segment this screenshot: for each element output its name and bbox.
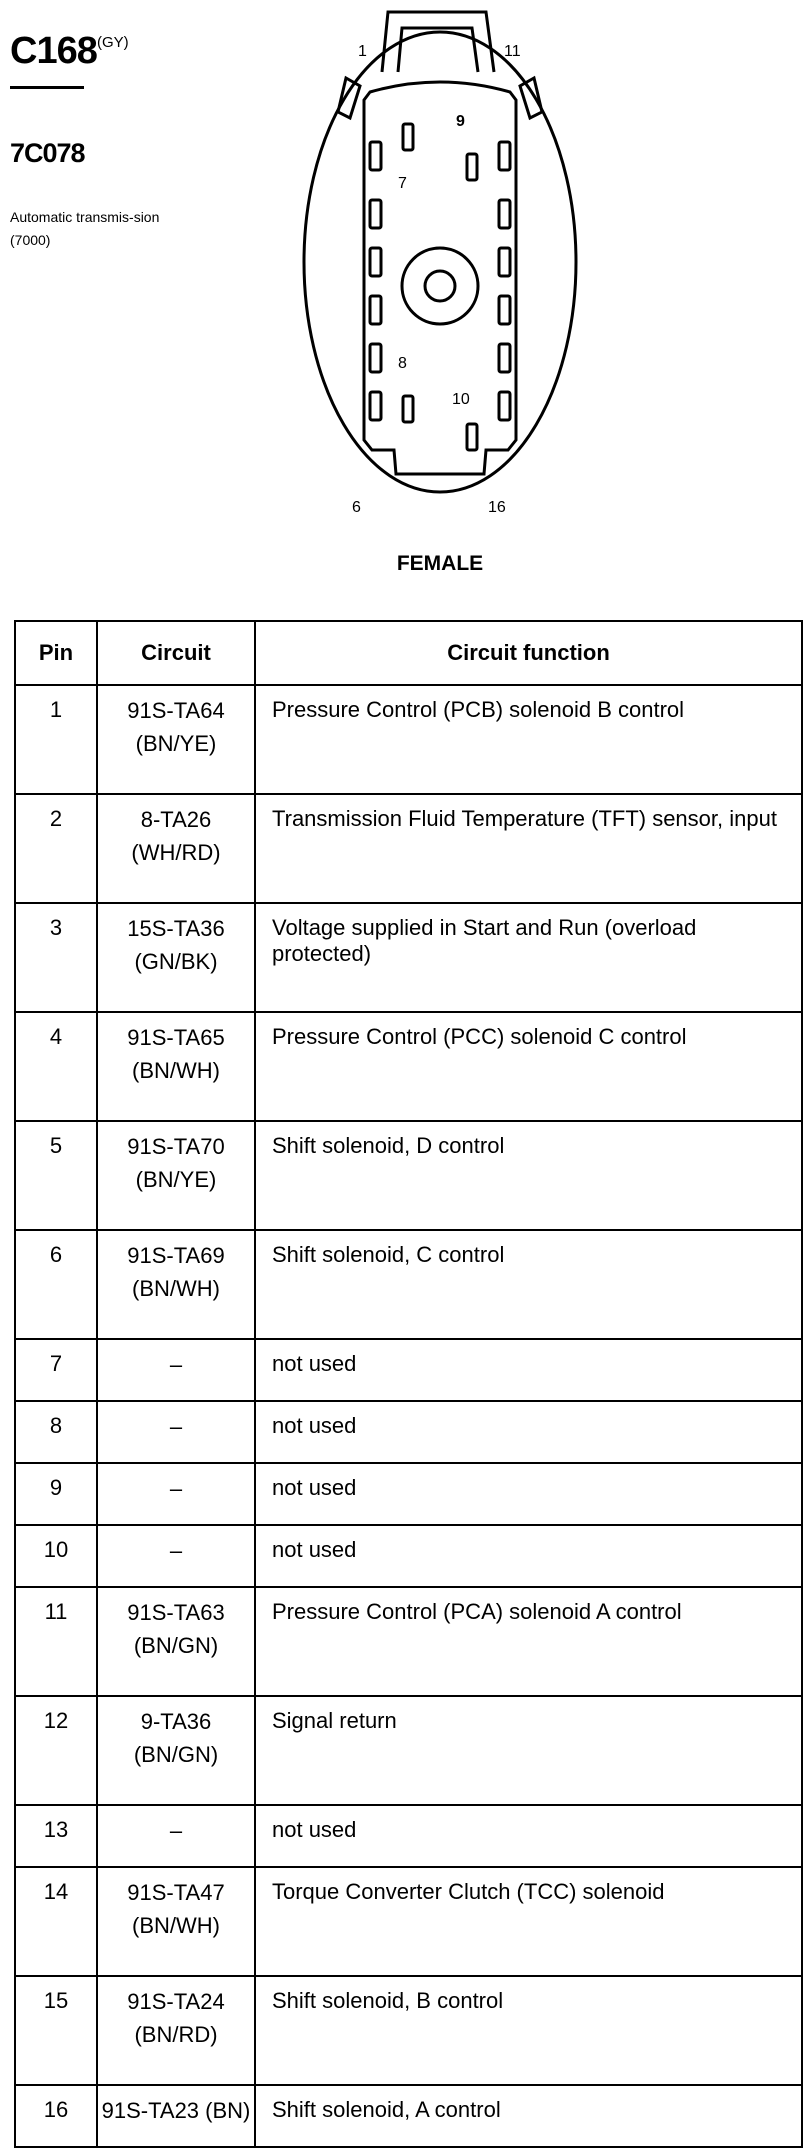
circuit-code: 91S-TA70 [127,1134,225,1159]
circuit-function: Voltage supplied in Start and Run (overload protected) [255,903,802,1012]
circuit-code: – [169,1414,183,1439]
pin-label-1: 1 [358,43,367,60]
circuit-function: Signal return [255,1696,802,1805]
circuit-wire-color: (BN/WH) [132,1058,220,1083]
header-circuit-function: Circuit function [255,621,802,685]
pin-number: 1 [15,685,97,794]
pin-number: 5 [15,1121,97,1230]
circuit-wire-color: (BN/GN) [133,1742,219,1767]
pin-number: 13 [15,1805,97,1867]
circuit-wire-color: (BN/YE) [135,1167,217,1192]
pin-label-10: 10 [452,391,470,408]
circuit-cell [97,1339,255,1401]
circuit-cell [97,685,255,794]
circuit-cell [97,1867,255,1976]
circuit-function: Shift solenoid, D control [255,1121,802,1230]
circuit-cell [97,1012,255,1121]
circuit-function: not used [255,1463,802,1525]
circuit-wire-color: (BN/YE) [135,731,217,756]
table-row [15,1867,802,1976]
circuit-wire-color: (BN/WH) [132,1276,220,1301]
pin-number: 8 [15,1401,97,1463]
circuit-code: 91S-TA23 (BN) [101,2098,251,2123]
circuit-function: Transmission Fluid Temperature (TFT) sensor, input [255,794,802,903]
pin-number: 2 [15,794,97,903]
circuit-cell [97,1976,255,2085]
connector-code: C168 [10,30,97,72]
circuit-cell [97,794,255,903]
circuit-cell [97,1230,255,1339]
circuit-function: not used [255,1525,802,1587]
circuit-cell [97,1121,255,1230]
pin-number: 6 [15,1230,97,1339]
circuit-cell [97,1805,255,1867]
pin-number: 15 [15,1976,97,2085]
header-pin: Pin [15,621,97,685]
center-hub [402,248,478,324]
table-row [15,1976,802,2085]
circuit-function: not used [255,1339,802,1401]
circuit-cell [97,1525,255,1587]
connector-description: Automatic transmis-sion (7000) [10,209,160,248]
part-number: 7C078 [10,138,85,168]
table-row [15,903,802,1012]
table-row [15,2085,802,2147]
pin-number: 4 [15,1012,97,1121]
connector-outline [304,32,576,492]
circuit-wire-color: (GN/BK) [134,949,218,974]
circuit-code: 91S-TA24 [127,1989,225,2014]
pin-label-9: 9 [456,113,465,130]
table-row [15,794,802,903]
circuit-cell [97,903,255,1012]
connector-housing [364,82,516,474]
table-row [15,1696,802,1805]
pin-number: 9 [15,1463,97,1525]
circuit-code: – [169,1476,183,1501]
circuit-function: not used [255,1805,802,1867]
circuit-code: 91S-TA69 [127,1243,225,1268]
pin-label-11: 11 [504,43,521,60]
pin-number: 10 [15,1525,97,1587]
table-row [15,1230,802,1339]
table-row [15,1121,802,1230]
circuit-code: 91S-TA47 [127,1880,225,1905]
circuit-code: – [169,1352,183,1377]
pin-number: 11 [15,1587,97,1696]
circuit-code: 8-TA26 [140,807,212,832]
header-rule [10,86,84,89]
pin-number: 14 [15,1867,97,1976]
table-row [15,1339,802,1401]
table-row [15,685,802,794]
table-row [15,1525,802,1587]
table-body [15,685,802,2147]
table-row [15,1401,802,1463]
connector-gender: FEMALE [396,552,484,575]
circuit-cell [97,1587,255,1696]
circuit-function: Shift solenoid, B control [255,1976,802,2085]
circuit-code: – [169,1538,183,1563]
circuit-function: Shift solenoid, C control [255,1230,802,1339]
connector-diagram [290,0,590,540]
circuit-code: 91S-TA65 [127,1025,225,1050]
circuit-function: Torque Converter Clutch (TCC) solenoid [255,1867,802,1976]
circuit-cell [97,1401,255,1463]
circuit-code: 91S-TA63 [127,1600,225,1625]
pin-label-7: 7 [398,175,407,192]
circuit-cell [97,1463,255,1525]
header-circuit: Circuit [97,621,255,685]
table-header-row [15,621,802,685]
pin-number: 7 [15,1339,97,1401]
table-row [15,1463,802,1525]
circuit-wire-color: (BN/WH) [132,1913,220,1938]
pin-label-16: 16 [488,499,506,516]
pin-number: 3 [15,903,97,1012]
pin-label-6: 6 [352,499,361,516]
circuit-code: 9-TA36 [140,1709,212,1734]
circuit-function: Shift solenoid, A control [255,2085,802,2147]
table-row [15,1587,802,1696]
table-row [15,1012,802,1121]
table-row [15,1805,802,1867]
circuit-code: 15S-TA36 [127,916,225,941]
pin-table [14,620,803,2148]
pin-number: 12 [15,1696,97,1805]
pin-label-8: 8 [398,355,407,372]
circuit-wire-color: (BN/GN) [133,1633,219,1658]
circuit-cell [97,1696,255,1805]
circuit-function: not used [255,1401,802,1463]
circuit-function: Pressure Control (PCB) solenoid B control [255,685,802,794]
connector-color: (GY) [97,34,129,51]
circuit-wire-color: (BN/RD) [134,2022,218,2047]
circuit-function: Pressure Control (PCA) solenoid A control [255,1587,802,1696]
circuit-function: Pressure Control (PCC) solenoid C control [255,1012,802,1121]
circuit-cell [97,2085,255,2147]
pin-number: 16 [15,2085,97,2147]
circuit-code: 91S-TA64 [127,698,225,723]
circuit-wire-color: (WH/RD) [131,840,221,865]
circuit-code: – [169,1818,183,1843]
